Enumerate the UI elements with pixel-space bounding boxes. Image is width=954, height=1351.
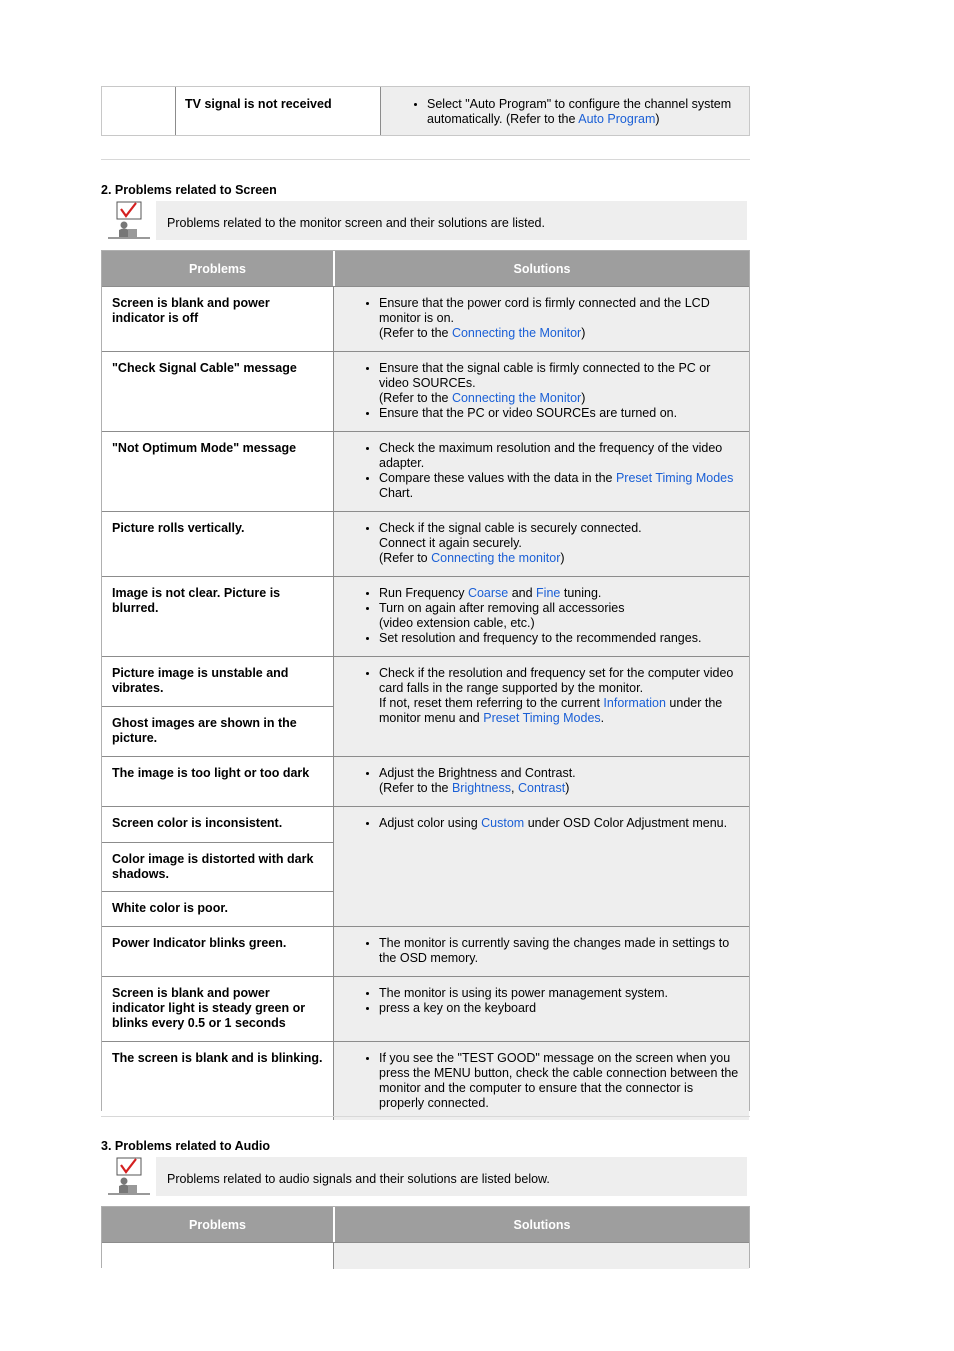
note-checkmark-icon (108, 201, 152, 239)
problem-text: Ghost images are shown in the picture. (102, 706, 333, 752)
table-row (102, 806, 749, 926)
problem-text: The image is too light or too dark (112, 766, 310, 780)
problem-cell (176, 87, 381, 135)
problem-text: Screen color is inconsistent. (112, 816, 283, 830)
note-checkmark-icon (108, 1157, 152, 1195)
note-text: Problems related to audio signals and their solutions are listed below. (167, 1172, 550, 1186)
divider (101, 1116, 750, 1117)
solution-cell (381, 87, 749, 135)
table-row (102, 976, 749, 1041)
solution-item: • The monitor is using its power management system. (379, 986, 739, 1001)
problem-text: Screen is blank and power indicator is off (112, 296, 270, 325)
solution-item: • Check if the resolution and frequency set for the computer video card falls in the range supported by the monitor. If not, reset them referring to the current Information under the monitor menu and Preset Timing Modes. (379, 666, 739, 726)
section-title-audio: 3. Problems related to Audio (101, 1139, 271, 1153)
table-row (102, 351, 749, 431)
solution-item: • Set resolution and frequency to the recommended ranges. (379, 631, 739, 646)
problem-text: White color is poor. (102, 891, 333, 922)
audio-note (156, 1157, 747, 1196)
header-problems: Problems (102, 251, 335, 286)
table-row (102, 1242, 749, 1269)
table-row (102, 756, 749, 806)
preset-timing-modes-link[interactable]: Preset Timing Modes (615, 471, 734, 485)
custom-link[interactable]: Custom (481, 816, 525, 830)
note-text: Problems related to the monitor screen and their solutions are listed. (167, 216, 545, 230)
solution-item (427, 97, 741, 127)
solution-item: • Compare these values with the data in the Preset Timing Modes Chart. (379, 471, 739, 501)
table-row (102, 511, 749, 576)
solution-item: • Adjust the Brightness and Contrast. (Refer to the Brightness, Contrast) (379, 766, 739, 796)
problem-text: Picture rolls vertically. (112, 521, 245, 535)
fine-link[interactable]: Fine (536, 586, 561, 600)
section-title-screen: 2. Problems related to Screen (101, 183, 277, 197)
connecting-monitor-link[interactable]: Connecting the Monitor (451, 391, 582, 405)
screen-problems-table (101, 250, 750, 1111)
connecting-monitor-link[interactable]: Connecting the monitor (431, 551, 561, 565)
solution-text: Select "Auto Program" to configure the channel system automatically. (Refer to the (427, 97, 732, 126)
problem-text: Picture image is unstable and vibrates. (112, 666, 289, 695)
header-solutions: Solutions (513, 1217, 571, 1232)
solution-item: • Check if the signal cable is securely connected. Connect it again securely. (Refer to Connecting the monitor) (379, 521, 739, 566)
solution-item: • Ensure that the signal cable is firmly connected to the PC or video SOURCEs. (Refer to the Connecting the Monitor) (379, 361, 739, 406)
problem-text: The screen is blank and is blinking. (112, 1051, 323, 1065)
problem-text: "Not Optimum Mode" message (112, 441, 297, 455)
table-row (102, 431, 749, 511)
solution-item: • Turn on again after removing all accessories (video extension cable, etc.) (379, 601, 739, 631)
table-row (102, 576, 749, 656)
problem-text: Power Indicator blinks green. (112, 936, 287, 950)
problem-text: Screen is blank and power indicator light is steady green or blinks every 0.5 or 1 seconds (112, 986, 306, 1030)
table-header (102, 1207, 749, 1242)
table-row (102, 926, 749, 976)
preset-timing-modes-link[interactable]: Preset Timing Modes (483, 711, 601, 725)
auto-program-link[interactable]: Auto Program (578, 112, 656, 126)
solution-item: • Ensure that the power cord is firmly connected and the LCD monitor is on. (Refer to the Connecting the Monitor) (379, 296, 739, 341)
table-row (102, 286, 749, 351)
divider (101, 159, 750, 160)
problem-text: Color image is distorted with dark shadows. (102, 842, 333, 891)
header-problems: Problems (102, 1207, 335, 1242)
brightness-link[interactable]: Brightness (451, 781, 512, 795)
empty-cell (102, 87, 176, 135)
solution-item: • Check the maximum resolution and the frequency of the video adapter. (379, 441, 739, 471)
connecting-monitor-link[interactable]: Connecting the Monitor (451, 326, 582, 340)
table-header (102, 251, 749, 286)
solution-item: • If you see the "TEST GOOD" message on the screen when you press the MENU button, check the cable connection between the monitor and the computer to ensure that the connector is properly connected. (379, 1051, 739, 1111)
audio-problems-table (101, 1206, 750, 1268)
coarse-link[interactable]: Coarse (467, 586, 509, 600)
solution-text-end: ) (655, 112, 660, 126)
contrast-link[interactable]: Contrast (517, 781, 566, 795)
tv-signal-row (101, 86, 750, 136)
problem-text: Image is not clear. Picture is blurred. (112, 586, 281, 615)
solution-item: • Ensure that the PC or video SOURCEs are turned on. (379, 406, 739, 421)
table-row (102, 1041, 749, 1120)
information-link[interactable]: Information (603, 696, 666, 710)
solution-item: • press a key on the keyboard (379, 1001, 739, 1016)
header-solutions: Solutions (513, 261, 571, 276)
problem-text: "Check Signal Cable" message (112, 361, 297, 375)
table-row (102, 656, 749, 756)
solution-item: • The monitor is currently saving the changes made in settings to the OSD memory. (379, 936, 739, 966)
solution-item: • Adjust color using Custom under OSD Color Adjustment menu. (379, 816, 739, 831)
problem-text: TV signal is not received (185, 97, 332, 111)
screen-note (156, 201, 747, 240)
solution-item: • Run Frequency Coarse and Fine tuning. (379, 586, 739, 601)
